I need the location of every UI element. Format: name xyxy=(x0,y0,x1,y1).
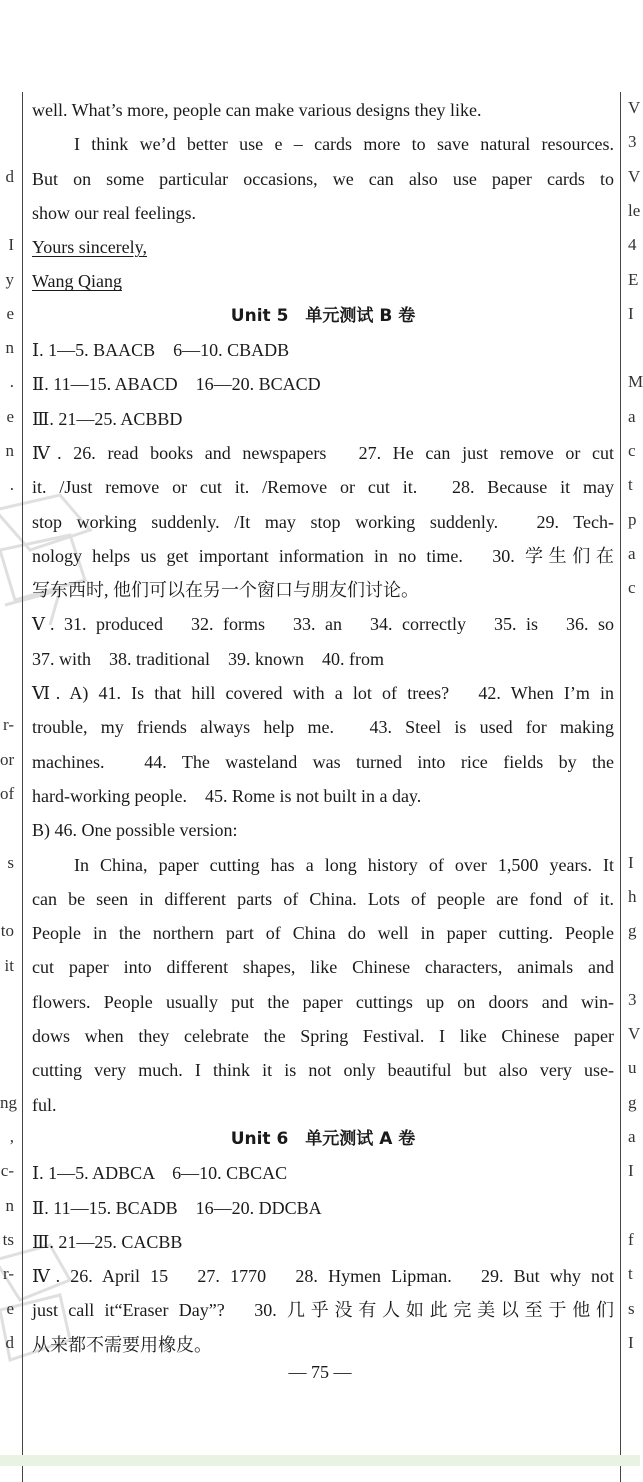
text-line: cutting very much. I think it is not only beautiful but also very use- xyxy=(32,1060,614,1081)
left-edge-fragment: I xyxy=(8,235,14,255)
left-edge-fragment: , xyxy=(9,1127,14,1146)
text-line: 37. with 38. traditional 39. known 40. from xyxy=(32,648,384,669)
answer-content xyxy=(32,96,614,1365)
right-edge-fragment: 3 xyxy=(628,132,637,152)
text-line xyxy=(32,233,614,267)
right-edge-fragment: p xyxy=(628,509,637,529)
right-edge-fragment: f xyxy=(628,1229,634,1249)
left-edge-fragment: e xyxy=(6,406,14,426)
right-edge-fragment: t xyxy=(628,475,633,495)
underlined-signature: Yours sincerely, xyxy=(32,237,147,258)
text-line: Ⅵ. A) 41. Is that hill covered with a lot of trees? 42. When I’m in xyxy=(32,683,614,704)
right-edge-fragment: h xyxy=(628,886,637,906)
text-line: Ⅱ. 11—15. BCADB 16—20. DDCBA xyxy=(32,1197,322,1218)
right-edge-fragment: le xyxy=(628,200,641,220)
text-line: stop working suddenly. /It may stop working suddenly. 29. Tech- xyxy=(32,511,614,532)
page-number: — 75 — xyxy=(288,1362,352,1382)
right-edge-fragment: g xyxy=(628,1092,637,1112)
left-edge-fragment: d xyxy=(5,166,14,186)
text-line: 写东西时, 他们可以在另一个窗口与朋友们讨论。 xyxy=(32,580,419,601)
text-line: machines. 44. The wasteland was turned into rice fields by the xyxy=(32,751,614,772)
right-edge-fragment: I xyxy=(628,1332,634,1352)
left-edge-fragment: ts xyxy=(2,1229,14,1249)
text-line: dows when they celebrate the Spring Festival. I like Chinese paper xyxy=(32,1026,614,1047)
right-edge-fragment: I xyxy=(628,303,634,323)
right-edge-fragment: M xyxy=(628,372,643,392)
left-edge-fragment: r- xyxy=(3,715,14,735)
right-edge-fragment: t xyxy=(628,1264,633,1284)
text-line: Ⅴ. 31. produced 32. forms 33. an 34. correctly 35. is 36. so xyxy=(32,614,614,635)
text-line: show our real feelings. xyxy=(32,202,196,223)
left-edge-fragment: ng xyxy=(0,1092,17,1112)
text-line: can be seen in different parts of China. Lots of people are fond of it. xyxy=(32,888,614,909)
text-line: flowers. People usually put the paper cuttings up on doors and win- xyxy=(32,991,614,1012)
right-edge-fragment: I xyxy=(628,852,634,872)
left-edge-fragment: y xyxy=(5,269,14,289)
left-edge-fragment: e xyxy=(6,303,14,323)
text-line: Ⅰ. 1—5. ADBCA 6—10. CBCAC xyxy=(32,1163,288,1184)
left-edge-fragment: s xyxy=(7,852,14,872)
left-edge-fragment: to xyxy=(0,921,14,941)
text-line xyxy=(32,267,614,301)
right-edge-fragment: I xyxy=(628,1161,634,1181)
text-line: it. /Just remove or cut it. /Remove or cut it. 28. Because it may xyxy=(32,477,614,498)
left-edge-fragment: r- xyxy=(3,1264,14,1284)
left-edge-fragment: or xyxy=(0,749,15,769)
right-edge-fragment: V xyxy=(628,1024,641,1044)
text-line: I think we’d better use e – cards more to save natural resources. xyxy=(74,134,614,155)
text-line: But on some particular occasions, we can also use paper cards to xyxy=(32,168,614,189)
text-line: cut paper into different shapes, like Chinese characters, animals and xyxy=(32,957,614,978)
text-line: 从来都不需要用橡皮。 xyxy=(32,1334,212,1355)
right-edge-fragment: 4 xyxy=(628,235,637,255)
text-line: People in the northern part of China do well in paper cutting. People xyxy=(32,923,614,944)
left-edge-fragment: n xyxy=(5,441,14,460)
unit-heading: Unit 6 单元测试 A 卷 xyxy=(230,1128,416,1149)
right-edge-fragment: V xyxy=(628,98,641,117)
left-edge-fragment: n xyxy=(5,338,14,358)
text-line: Ⅱ. 11—15. ABACD 16—20. BCACD xyxy=(32,374,321,395)
text-line: well. What’s more, people can make various designs they like. xyxy=(32,100,482,120)
underlined-signature: Wang Qiang xyxy=(32,271,123,292)
right-edge-fragment: u xyxy=(628,1058,637,1078)
text-line: In China, paper cutting has a long history of over 1,500 years. It xyxy=(74,854,614,875)
text-line: Ⅲ. 21—25. CACBB xyxy=(32,1231,183,1252)
left-edge-fragment: e xyxy=(6,1298,14,1318)
left-edge-fragment: d xyxy=(5,1332,14,1352)
text-line: hard-working people. 45. Rome is not built in a day. xyxy=(32,785,422,806)
left-edge-fragment: . xyxy=(9,372,14,392)
text-line: Ⅳ. 26. read books and newspapers 27. He can just remove or cut xyxy=(32,442,614,463)
right-edge-fragment: c xyxy=(628,441,636,460)
unit-heading: Unit 5 单元测试 B 卷 xyxy=(230,305,416,326)
left-edge-fragment: of xyxy=(0,784,15,803)
text-line: trouble, my friends always help me. 43. Steel is used for making xyxy=(32,717,614,738)
right-edge-fragment: V xyxy=(628,166,641,186)
right-edge-fragment: c xyxy=(628,578,636,598)
right-edge-fragment: g xyxy=(628,921,637,941)
left-edge-fragment: n xyxy=(5,1195,14,1215)
right-edge-fragment: a xyxy=(628,1127,636,1146)
left-edge-fragment: c- xyxy=(0,1161,14,1181)
left-edge-fragment: . xyxy=(9,475,14,495)
left-edge-fragment: it xyxy=(4,955,14,975)
right-edge-fragment: s xyxy=(628,1298,635,1318)
footer-decoration xyxy=(0,1455,640,1466)
right-edge-fragment: a xyxy=(628,543,636,563)
right-edge-fragment: a xyxy=(628,406,636,426)
text-line: Ⅰ. 1—5. BAACB 6—10. CBADB xyxy=(32,340,290,361)
text-line: just call it“Eraser Day”? 30. 几乎没有人如此完美以至于他们 xyxy=(32,1300,614,1321)
text-line: ful. xyxy=(32,1094,57,1115)
right-column-rule xyxy=(620,92,621,1482)
text-line: Ⅳ. 26. April 15 27. 1770 28. Hymen Lipman. 29. But why not xyxy=(32,1266,614,1287)
text-line: nology helps us get important information in no time. 30. 学生们在 xyxy=(32,545,614,566)
text-line: B) 46. One possible version: xyxy=(32,820,238,841)
right-edge-fragment: 3 xyxy=(628,989,637,1009)
right-edge-fragment: E xyxy=(628,269,639,289)
text-line: Ⅲ. 21—25. ACBBD xyxy=(32,408,183,429)
